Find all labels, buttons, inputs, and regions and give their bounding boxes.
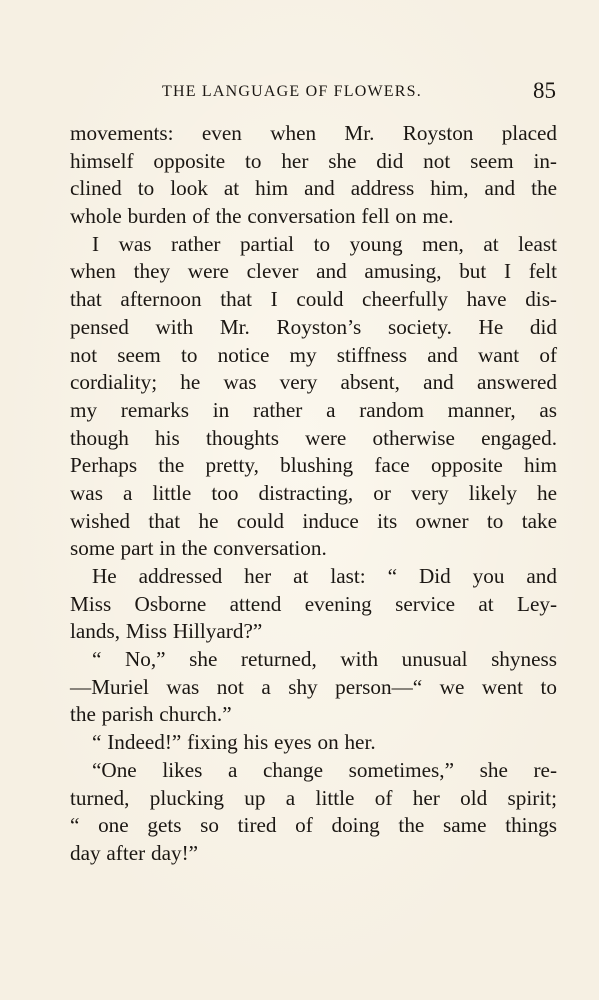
running-title: THE LANGUAGE OF FLOWERS. (162, 83, 422, 100)
text-line: turned, plucking up a little of her old spirit; (70, 785, 557, 810)
text-line: Miss Osborne attend evening service at Ley- (70, 591, 557, 616)
text-line: though his thoughts were otherwise engaged. (70, 425, 557, 450)
body-text (70, 120, 557, 868)
text-line: I was rather partial to young men, at least (92, 231, 557, 256)
text-line: not seem to notice my stiffness and want of (70, 342, 557, 367)
text-line: He addressed her at last: “ Did you and (92, 564, 557, 588)
text-line: clined to look at him and address him, and the (70, 176, 557, 201)
text-line: when they were clever and amusing, but I felt (70, 259, 557, 284)
text-line: “ one gets so tired of doing the same things (70, 813, 557, 838)
running-head (70, 80, 556, 104)
text-line: lands, Miss Hillyard?” (70, 619, 263, 644)
text-line: movements: even when Mr. Royston placed (70, 121, 557, 145)
text-line: “ No,” she returned, with unusual shyness (92, 647, 557, 672)
text-line: day after day!” (70, 840, 199, 865)
text-line: was a little too distracting, or very likely he (70, 480, 557, 505)
text-line: my remarks in rather a random manner, as (70, 397, 557, 422)
text-line: “ Indeed!” fixing his eyes on her. (92, 730, 376, 755)
text-line: wished that he could induce its owner to take (70, 508, 557, 533)
text-line: Perhaps the pretty, blushing face opposite him (70, 453, 557, 478)
text-line: “One likes a change sometimes,” she re- (92, 757, 557, 782)
page-number: 85 (533, 78, 556, 103)
text-line: whole burden of the conversation fell on me. (70, 204, 454, 229)
text-line: pensed with Mr. Royston’s society. He did (70, 314, 557, 339)
text-line: that afternoon that I could cheerfully have dis- (70, 287, 557, 312)
text-line: himself opposite to her she did not seem in- (70, 148, 557, 173)
text-line: some part in the conversation. (70, 536, 327, 561)
text-line: the parish church.” (70, 702, 232, 727)
text-line: cordiality; he was very absent, and answered (70, 370, 557, 395)
text-line: —Muriel was not a shy person—“ we went to (70, 674, 557, 699)
